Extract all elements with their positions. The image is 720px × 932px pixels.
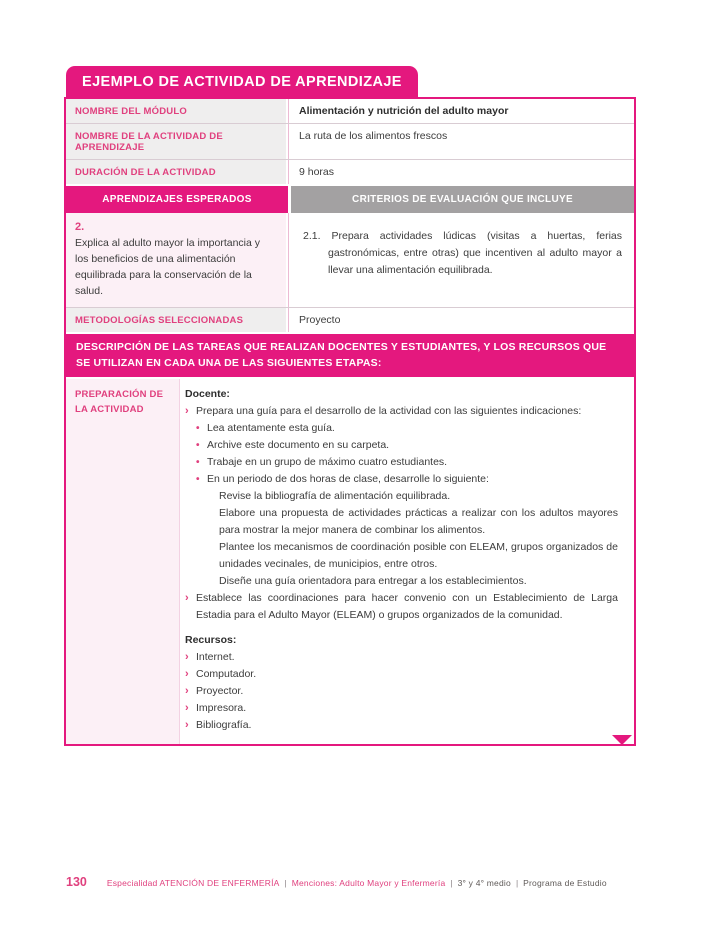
docente-heading: Docente: bbox=[185, 388, 230, 400]
criterion-number: 2.1. bbox=[303, 230, 321, 242]
module-label: NOMBRE DEL MÓDULO bbox=[66, 99, 288, 123]
evaluation-criterion-cell bbox=[288, 213, 634, 307]
task-item: Elabore una propuesta de actividades prácticas a realizar con los adultos mayores para mostrar la mejor manera de combinar los alimentos. bbox=[219, 507, 618, 536]
arrow-bullet-icon bbox=[185, 403, 189, 420]
table-row-activity-name bbox=[66, 123, 634, 159]
task-item: Plantee los mecanismos de coordinación posible con ELEAM, grupos organizados de unidades vecinales, de municipios, entre otros. bbox=[219, 541, 618, 570]
methodology-label: METODOLOGÍAS SELECCIONADAS bbox=[66, 308, 288, 332]
table-row-methodology bbox=[66, 307, 634, 332]
evaluation-criteria-header: CRITERIOS DE EVALUACIÓN QUE INCLUYE bbox=[288, 186, 634, 213]
task-item: Revise la bibliografía de alimentación equilibrada. bbox=[219, 490, 451, 502]
continuation-arrow-icon bbox=[612, 735, 632, 745]
dot-bullet-icon bbox=[196, 471, 200, 488]
task-item: • Lea atentamente esta guía. bbox=[185, 420, 618, 437]
stage-label: PREPARACIÓN DE LA ACTIVIDAD bbox=[66, 379, 179, 744]
footer-specialty: Especialidad ATENCIÓN DE ENFERMERÍA bbox=[106, 878, 280, 888]
activity-name-label: NOMBRE DE LA ACTIVIDAD DE APRENDIZAJE bbox=[66, 124, 288, 159]
criterion-text: Prepara actividades lúdicas (visitas a huertas, ferias gastronómicas, entre otras) que incentiven al adulto mayor a llevar una alimentación equilibrada. bbox=[328, 230, 622, 276]
arrow-bullet-icon bbox=[185, 700, 189, 717]
table-row-headers bbox=[66, 184, 634, 213]
methodology-value: Proyecto bbox=[288, 308, 634, 332]
evaluation-criterion-text bbox=[303, 228, 622, 279]
expected-learning-cell bbox=[66, 213, 288, 307]
duration-value: 9 horas bbox=[288, 160, 634, 184]
activity-table bbox=[64, 97, 636, 746]
task-item: • Archive este documento en su carpeta. bbox=[185, 437, 618, 454]
resource-item: › Internet. bbox=[185, 649, 618, 666]
footer-grade-level: 3° y 4° medio bbox=[457, 878, 511, 888]
resource-item: › Proyector. bbox=[185, 683, 618, 700]
arrow-bullet-icon bbox=[185, 649, 189, 666]
footer-mentions: Menciones: Adulto Mayor y Enfermería bbox=[291, 878, 446, 888]
task-item: • Trabaje en un grupo de máximo cuatro estudiantes. bbox=[185, 454, 618, 471]
description-banner: DESCRIPCIÓN DE LAS TAREAS QUE REALIZAN DOCENTES Y ESTUDIANTES, Y LOS RECURSOS QUE SE UTILIZAN EN CADA UNA DE LAS SIGUIENTES ETAPAS: bbox=[66, 332, 634, 379]
footer-separator: | bbox=[515, 878, 519, 888]
activity-name-value: La ruta de los alimentos frescos bbox=[288, 124, 634, 159]
page-number: 130 bbox=[66, 875, 87, 889]
task-item: › Establece las coordinaciones para hacer convenio con un Establecimiento de Larga Estadia para el Adulto Mayor (ELEAM) o grupos organizados de la comunidad. bbox=[185, 590, 618, 624]
arrow-bullet-icon bbox=[185, 666, 189, 683]
activity-sheet bbox=[64, 66, 636, 746]
table-row-expectations bbox=[66, 213, 634, 307]
table-row-duration bbox=[66, 159, 634, 184]
expected-learning-text: Explica al adulto mayor la importancia y los beneficios de una alimentación equilibrada para la conservación de la salud. bbox=[75, 237, 261, 297]
resource-item: › Computador. bbox=[185, 666, 618, 683]
module-value: Alimentación y nutrición del adulto mayor bbox=[288, 99, 634, 123]
page-title: EJEMPLO DE ACTIVIDAD DE APRENDIZAJE bbox=[66, 66, 418, 97]
expected-learnings-header: APRENDIZAJES ESPERADOS bbox=[66, 186, 288, 213]
dot-bullet-icon bbox=[196, 437, 200, 454]
table-row-preparation bbox=[66, 379, 634, 744]
footer-separator: | bbox=[450, 878, 453, 888]
footer-program: Programa de Estudio bbox=[523, 878, 607, 888]
task-item: Diseñe una guía orientadora para entregar a los establecimientos. bbox=[219, 575, 527, 587]
expected-learning-number: 2. bbox=[75, 221, 85, 233]
stage-content bbox=[179, 379, 634, 744]
resource-item: › Bibliografía. bbox=[185, 717, 618, 734]
spacer bbox=[185, 624, 618, 632]
resource-item: › Impresora. bbox=[185, 700, 618, 717]
recursos-heading: Recursos: bbox=[185, 634, 237, 646]
page-footer bbox=[66, 875, 656, 889]
table-row-module bbox=[66, 99, 634, 123]
duration-label: DURACIÓN DE LA ACTIVIDAD bbox=[66, 160, 288, 184]
task-item: • En un periodo de dos horas de clase, desarrolle lo siguiente: bbox=[185, 471, 618, 488]
dot-bullet-icon bbox=[196, 420, 200, 437]
task-item: › Prepara una guía para el desarrollo de la actividad con las siguientes indicaciones: bbox=[185, 403, 618, 420]
arrow-bullet-icon bbox=[185, 717, 189, 734]
dot-bullet-icon bbox=[196, 454, 200, 471]
arrow-bullet-icon bbox=[185, 590, 189, 607]
footer-separator: | bbox=[284, 878, 287, 888]
arrow-bullet-icon bbox=[185, 683, 189, 700]
